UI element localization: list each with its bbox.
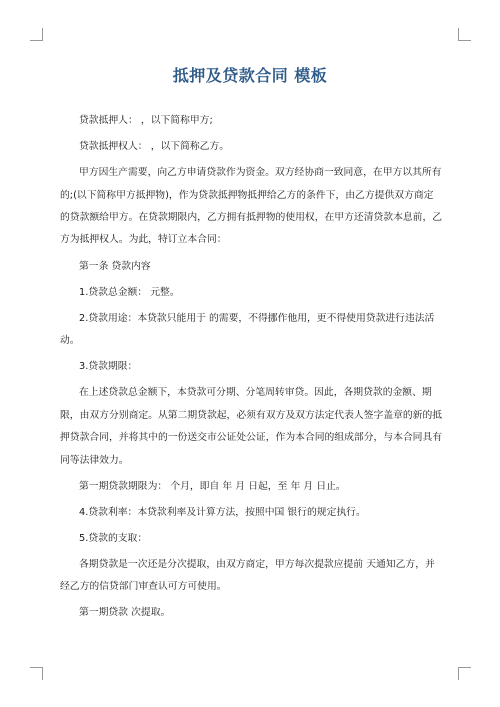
crop-mark-top-right	[458, 28, 471, 41]
crop-mark-top-left	[30, 28, 43, 41]
paragraph-preamble: 甲方因生产需要，向乙方申请贷款作为资金。双方经协商一致同意，在甲方以其所有的;(以下简称甲方抵押物)，作为贷款抵押物抵押给乙方的条件下，由乙方提供双方商定的贷款额给甲方。在贷款期限内，乙方拥有抵押物的使用权，在甲方还清贷款本息前，乙方为抵押权人。为此，特订立本合同：	[60, 167, 443, 246]
article-1-heading: 第一条 贷款内容	[79, 260, 151, 272]
crop-mark-bottom-right	[458, 667, 471, 680]
clause-interest-rate: 4.贷款利率：本贷款利率及计算方法，按照中国 银行的规定执行。	[79, 506, 366, 518]
clause-loan-purpose: 2.贷款用途：本贷款只能用于 的需要，不得挪作他用，更不得使用贷款进行违法活动。	[60, 312, 435, 347]
paragraph-mortgagor: 贷款抵押人： ，以下简称甲方;	[79, 115, 213, 126]
clause-withdrawal-body: 各期贷款是一次还是分次提取，由双方商定，甲方每次提款应提前 天通知乙方，并经乙方的信贷部门审查认可方可使用。	[60, 558, 435, 593]
clause-loan-amount: 1.贷款总金额： 元整。	[79, 286, 180, 298]
document-title: 抵押及贷款合同 模板	[172, 66, 328, 85]
clause-withdrawal-heading: 5.贷款的支取：	[79, 532, 148, 544]
clause-loan-term-body: 在上述贷款总金额下，本贷款可分期、分笔周转审贷。因此，各期贷款的金额、期限，由双方分别商定。从第二期贷款起，必须有双方及双方法定代表人签字盖章的新的抵押贷款合同，并将其中的一份送交市公证处公证，作为本合同的组成部分，与本合同具有同等法律效力。	[60, 387, 443, 466]
clause-first-term: 第一期贷款期限为： 个月，即自 年 月 日起，至 年 月 日止。	[79, 480, 346, 492]
paragraph-mortgagee: 贷款抵押权人： ，以下简称乙方。	[79, 141, 230, 153]
document-body	[60, 110, 443, 628]
clause-first-withdrawal: 第一期贷款 次提取。	[79, 607, 171, 619]
crop-mark-bottom-left	[30, 667, 43, 680]
clause-loan-term-heading: 3.贷款期限：	[79, 361, 138, 373]
